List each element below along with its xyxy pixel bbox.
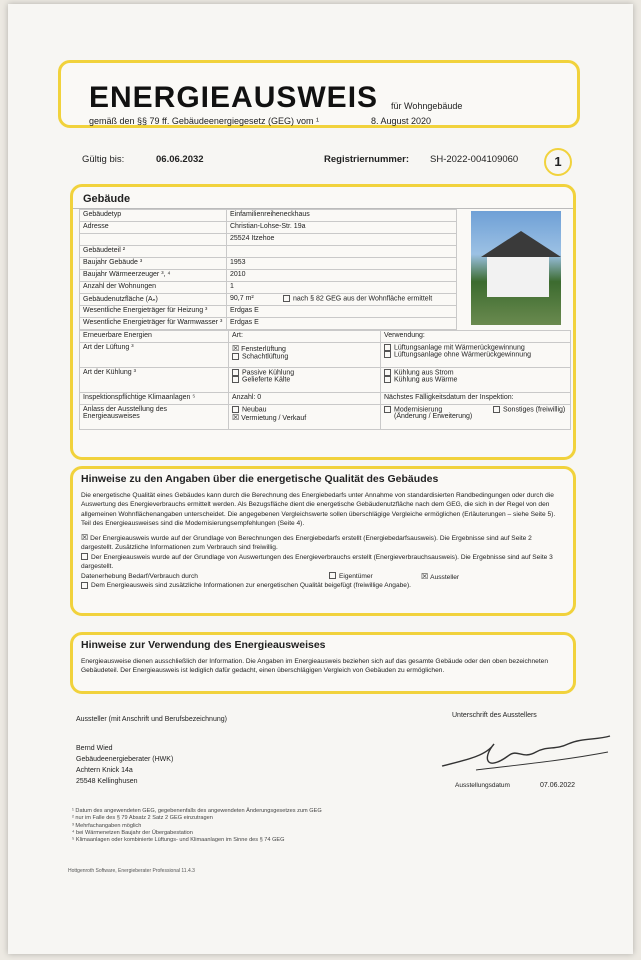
building-row-label: Gebäudeteil ²: [80, 246, 227, 258]
signature-image: [436, 730, 616, 776]
law-date: 8. August 2020: [371, 116, 432, 126]
cool-power-option: Kühlung aus Strom: [384, 369, 567, 376]
header-box: [58, 60, 580, 128]
klima-label: Inspektionspflichtige Klimaanlagen ⁵: [80, 393, 229, 405]
vent-shaft-option: Schachtlüftung: [232, 353, 377, 360]
valid-label: Gültig bis:: [82, 154, 125, 165]
registration-row: [82, 148, 572, 172]
building-row: [80, 222, 457, 234]
building-row: [80, 234, 457, 246]
building-section: [70, 184, 576, 460]
reason-rent-option: ☒ Vermietung / Verkauf: [232, 413, 307, 423]
building-row-value: Christian-Lohse-Str. 19a: [227, 222, 457, 234]
valid-date: 06.06.2032: [156, 154, 204, 165]
page-number: 1: [544, 148, 572, 176]
owner-option: Eigentümer: [339, 572, 373, 580]
building-row-value: [227, 246, 457, 258]
building-row-label: [80, 234, 227, 246]
usage-notes-text: Energieausweise dienen ausschließlich der Information. Die Angaben im Energieausweis beziehen sich auf das gesamte Gebäude oder den oben bezeichneten Gebäudeteil. Der Energieausweis ist lediglich dafür gedacht, einen überschlägigen Vergleich von Gebäuden zu ermöglichen.: [81, 657, 548, 674]
issue-date: 07.06.2022: [540, 782, 576, 789]
reason-label-2: Energieausweises: [83, 413, 140, 420]
issuer-label: Aussteller (mit Anschrift und Berufsbezeichnung): [76, 716, 227, 723]
cool-passive-option: Passive Kühlung: [232, 369, 377, 376]
software-credit: Hottgenroth Software, Energieberater Professional 11.4.3: [68, 868, 195, 874]
building-row: [80, 246, 457, 258]
signature-label: Unterschrift des Ausstellers: [452, 712, 537, 719]
building-row-label: Wesentliche Energieträger für Warmwasser ³: [80, 318, 227, 330]
building-row-label: Baujahr Wärmeerzeuger ³, ⁴: [80, 270, 227, 282]
document-subtitle: für Wohngebäude: [391, 101, 463, 111]
footnotes: ¹ Datum des angewendeten GEG, gegebenenfalls des angewendeten Änderungsgesetzes zum GEG ² nur im Falle des § 79 Absatz 2 Satz 2 GEG einzutragen ³ Mehrfachangaben möglich ⁴ bei Wärmenetzen Baujahr der Übergabestation ⁵ Klimaanlagen oder kombinierte Lüftungs- und Klimaanlagen im Sinne des § 74 GEG: [72, 808, 322, 844]
registration-label: Registriernummer:: [324, 154, 409, 165]
building-row-label: Gebäudenutzfläche (Aₙ): [80, 294, 227, 306]
building-row-label: Adresse: [80, 222, 227, 234]
registration-number: SH-2022-004109060: [430, 154, 519, 165]
building-title: Gebäude: [73, 187, 573, 209]
cool-delivered-option: Gelieferte Kälte: [232, 376, 377, 383]
area-note: nach § 82 GEG aus der Wohnfläche ermittelt: [283, 295, 432, 302]
building-row: [80, 210, 457, 222]
reason-modern-sub: (Änderung / Erweiterung): [394, 413, 473, 421]
building-row: [80, 306, 457, 318]
building-row-value: 1953: [227, 258, 457, 270]
building-row-label: Wesentliche Energieträger für Heizung ³: [80, 306, 227, 318]
issue-date-label: Ausstellungsdatum: [455, 782, 510, 789]
building-row-value: 1: [227, 282, 457, 294]
building-row-label: Gebäudetyp: [80, 210, 227, 222]
vent-window-option: ☒ Fensterlüftung: [232, 344, 286, 353]
demand-option: ☒ Der Energieausweis wurde auf der Grundlage von Berechnungen des Energiebedarfs erstellt (Energiebedarfsausweis). Die Ergebnisse sind auf Seite 2 dargestellt. Zusätzliche Informationen zum Verbrauch sind freiwillig.: [81, 532, 532, 551]
law-reference: gemäß den §§ 79 ff. Gebäudeenergiegesetz (GEG) vom ¹: [89, 116, 319, 126]
klima-count: Anzahl: 0: [229, 393, 381, 405]
building-row-value: Erdgas E: [227, 306, 457, 318]
consumption-option: Der Energieausweis wurde auf der Grundlage von Auswertungen des Energieverbrauchs erstellt (Energieverbrauchsausweis). Die Ergebnisse sind auf Seite 3 dargestellt.: [81, 553, 553, 570]
klima-next: Nächstes Fälligkeitsdatum der Inspektion:: [381, 393, 571, 405]
reason-modern-option: Modernisierung Sonstiges (freiwillig): [384, 406, 567, 413]
quality-notes-text: Die energetische Qualität eines Gebäudes kann durch die Berechnung des Energiebedarfs unter Annahme von standardisierten Randbedingungen oder durch die Auswertung des Energieverbrauchs ermittelt werden. Als Bezugsfläche dient die energetische Gebäudenutzfläche nach dem GEG, die sich in der Regel von den allgemeinen Wohnflächenangaben unterscheidet. Die angegebenen Vergleichswerte sollen überschlägige Vergleiche ermöglichen (Erläuterungen – siehe Seite 5). Teil des Energieausweises sind die Modernisierungsempfehlungen (Seite 4).: [81, 491, 556, 527]
reason-label-1: Anlass der Ausstellung des: [83, 406, 168, 413]
quality-notes-section: [70, 466, 576, 616]
additional-info-option: Dem Energieausweis sind zusätzliche Informationen zur energetischen Qualität beigefügt (freiwillige Angabe).: [81, 581, 565, 591]
building-table: [79, 209, 457, 330]
building-details-table: [79, 330, 571, 430]
building-row: [80, 270, 457, 282]
usage-notes-title: Hinweise zur Verwendung des Energieausweises: [81, 639, 326, 651]
data-collection-row: Datenerhebung Bedarf/Verbrauch durch Eigentümer ☒ Aussteller: [81, 571, 460, 581]
document-title: ENERGIEAUSWEIS: [89, 81, 379, 114]
vent-label: Art der Lüftung ³: [80, 343, 229, 368]
building-row-value: Erdgas E: [227, 318, 457, 330]
issuer-option: Aussteller: [430, 573, 460, 581]
building-photo: [471, 211, 561, 325]
building-row-value: 25524 Itzehoe: [227, 234, 457, 246]
reason-new-option: Neubau: [232, 406, 377, 413]
building-row-value: Einfamilienreiheneckhaus: [227, 210, 457, 222]
building-row: [80, 318, 457, 330]
building-row: [80, 258, 457, 270]
vent-recovery-option: Lüftungsanlage mit Wärmerückgewinnung: [384, 344, 567, 351]
building-row: [80, 282, 457, 294]
usage-notes-section: [70, 632, 576, 694]
quality-notes-title: Hinweise zu den Angaben über die energetische Qualität des Gebäudes: [81, 473, 439, 485]
building-row-value: 2010: [227, 270, 457, 282]
renewable-use: Verwendung:: [381, 331, 571, 343]
reason-other-option: Sonstiges (freiwillig): [493, 406, 565, 413]
renewable-art: Art:: [229, 331, 381, 343]
building-row: [80, 294, 457, 306]
cool-heat-option: Kühlung aus Wärme: [384, 376, 567, 383]
building-row-value: 90,7 m² nach § 82 GEG aus der Wohnfläche ermittelt: [227, 294, 457, 306]
building-row-label: Baujahr Gebäude ³: [80, 258, 227, 270]
vent-norecovery-option: Lüftungsanlage ohne Wärmerückgewinnung: [384, 351, 567, 358]
building-row-label: Anzahl der Wohnungen: [80, 282, 227, 294]
issuer-address: Bernd Wied Gebäudeenergieberater (HWK) Achtern Knick 14a 25548 Kellinghusen: [76, 745, 174, 785]
cool-label: Art der Kühlung ³: [80, 368, 229, 393]
renewable-label: Erneuerbare Energien: [80, 331, 229, 343]
